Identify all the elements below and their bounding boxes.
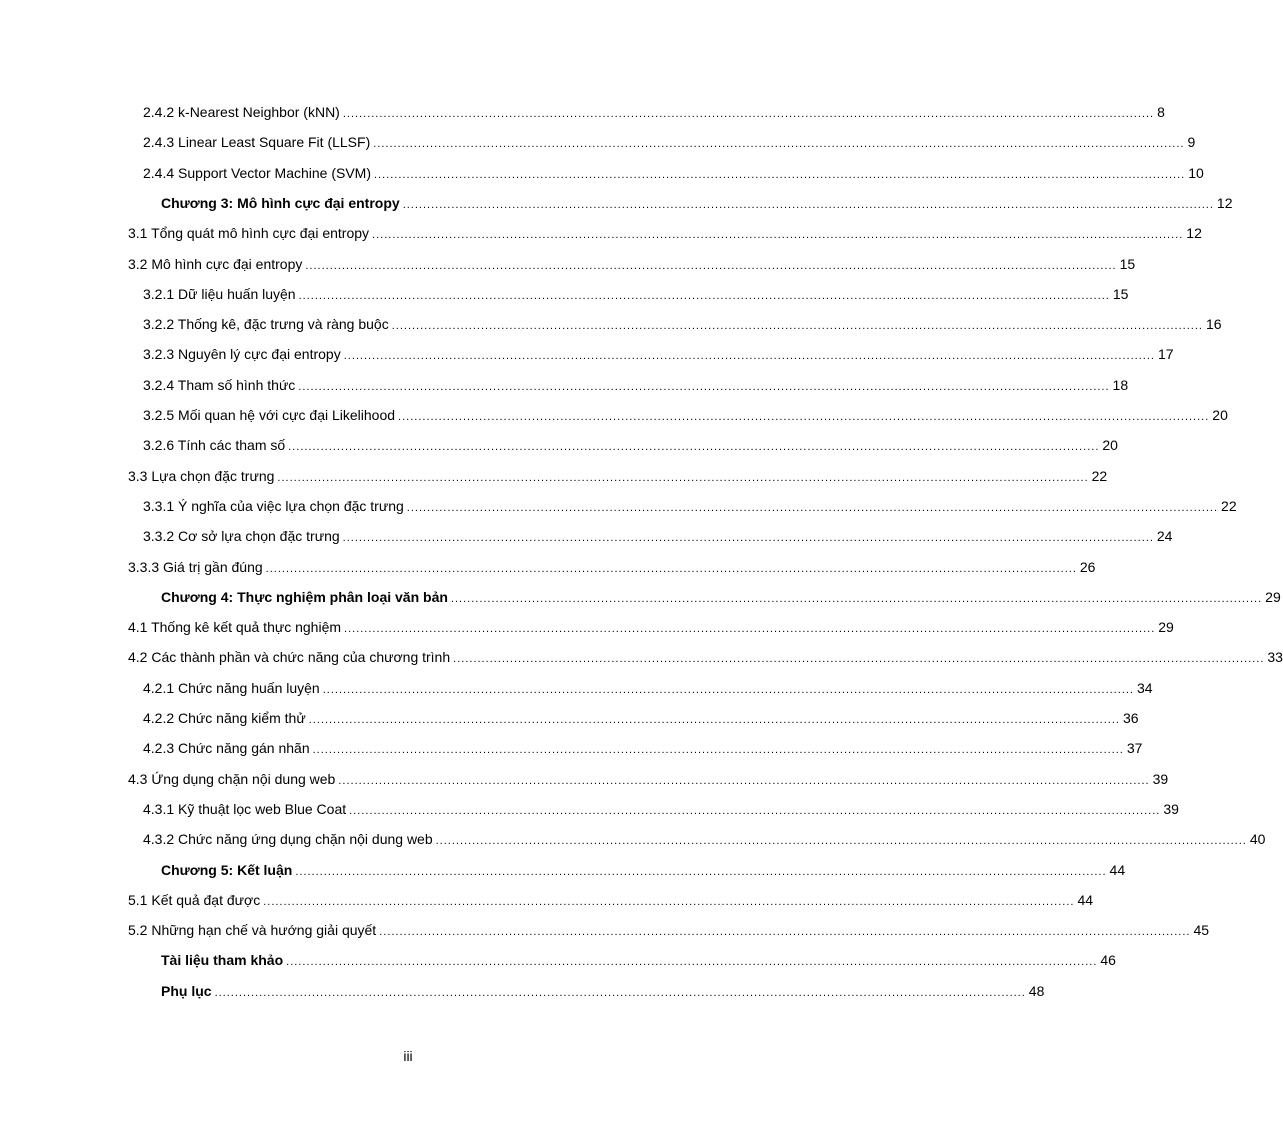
toc-entry-page: 46 — [1100, 952, 1116, 969]
toc-entry[interactable]: 4.2.3 Chức năng gán nhãn ........................................................................................................................................................................................................ 37 — [143, 740, 1143, 757]
toc-entry-label: Chương 3: Mô hình cực đại entropy — [161, 194, 400, 211]
toc-entry-label: 4.1 Thống kê kết quả thực nghiệm — [128, 619, 342, 636]
toc-entry[interactable]: 5.1 Kết quả đạt được ........................................................................................................................................................................................................ 44 — [128, 891, 1094, 908]
toc-entry[interactable]: 4.3 Ứng dụng chặn nội dung web ........................................................................................................................................................................................................ 39 — [128, 770, 1169, 787]
toc-entry-page: 44 — [1077, 891, 1094, 908]
page-number: iii — [403, 1048, 413, 1064]
toc-entry-page: 40 — [1249, 831, 1266, 848]
toc-entry-label: 4.2 Các thành phần và chức năng của chương trình — [128, 649, 451, 666]
toc-entry-label: Chương 5: Kết luận — [161, 861, 293, 878]
toc-entry-label: 3.2.4 Tham số hình thức — [143, 376, 296, 393]
toc-entry-page: 22 — [1091, 467, 1108, 484]
toc-entry-label: 2.4.3 Linear Least Square Fit (LLSF) — [143, 134, 371, 151]
toc-entry[interactable]: 3.2.6 Tính các tham số ........................................................................................................................................................................................................ 20 — [143, 437, 1118, 454]
toc-entry-page: 36 — [1122, 710, 1139, 726]
toc-chapter[interactable]: Chương 3: Mô hình cực đại entropy ........................................................................................................................................................................................................ 12 — [161, 194, 1233, 211]
toc-entry-label: Tài liệu tham khảo — [161, 952, 284, 969]
toc-entry-page: 29 — [1265, 588, 1281, 605]
toc-entry-page: 22 — [1221, 497, 1237, 514]
toc-entry[interactable]: 2.4.3 Linear Least Square Fit (LLSF) ........................................................................................................................................................................................................ 9 — [143, 134, 1196, 151]
toc-entry[interactable]: 4.2.1 Chức năng huấn luyện ........................................................................................................................................................................................................ 34 — [143, 679, 1153, 696]
toc-entry-page: 12 — [1186, 225, 1202, 242]
toc-entry[interactable]: 3.3.3 Giá trị gần đúng ........................................................................................................................................................................................................ 26 — [128, 558, 1096, 575]
toc-entry-label: 3.2 Mô hình cực đại entropy — [128, 255, 303, 272]
toc-entry-page: 45 — [1193, 922, 1210, 939]
toc-entry-label: Phụ lục — [161, 982, 212, 999]
toc-chapter[interactable]: Chương 4: Thực nghiệm phân loại văn bản ........................................................................................................................................................................................................ 29 — [161, 588, 1281, 605]
toc-entry-page: 39 — [1152, 770, 1169, 787]
toc-entry[interactable]: 4.3.2 Chức năng ứng dụng chặn nội dung web ........................................................................................................................................................................................................ 40 — [143, 831, 1266, 848]
toc-entry-label: 3.3.1 Ý nghĩa của việc lựa chọn đặc trưng — [143, 497, 404, 514]
toc-entry-label: 3.2.1 Dữ liệu huấn luyện — [143, 285, 296, 302]
toc-entry-page: 44 — [1109, 861, 1126, 878]
toc-entry-page: 10 — [1188, 164, 1204, 181]
toc-entry-label: 3.1 Tổng quát mô hình cực đại entropy — [128, 225, 370, 242]
toc-entry-label: 3.2.3 Nguyên lý cực đại entropy — [143, 346, 341, 363]
toc-entry-label: 2.4.2 k-Nearest Neighbor (kNN) — [143, 104, 340, 120]
toc-entry-page: 34 — [1136, 679, 1153, 696]
toc-entry-page: 48 — [1028, 982, 1045, 999]
toc-entry-page: 15 — [1112, 285, 1129, 302]
toc-entry[interactable]: 2.4.4 Support Vector Machine (SVM) ........................................................................................................................................................................................................ 10 — [143, 164, 1204, 181]
toc-entry-label: Chương 4: Thực nghiệm phân loại văn bản — [161, 588, 448, 605]
toc-entry[interactable]: 3.1 Tổng quát mô hình cực đại entropy ........................................................................................................................................................................................................ 12 — [128, 225, 1202, 242]
toc-entry[interactable]: 3.2.5 Mối quan hệ với cực đại Likelihood ........................................................................................................................................................................................................ 20 — [143, 407, 1228, 423]
toc-entry[interactable]: 5.2 Những hạn chế và hướng giải quyết ........................................................................................................................................................................................................ 45 — [128, 922, 1210, 939]
toc-chapter[interactable]: Chương 5: Kết luận ........................................................................................................................................................................................................ 44 — [161, 861, 1126, 878]
toc-entry[interactable]: 3.3 Lựa chọn đặc trưng ........................................................................................................................................................................................................ 22 — [128, 467, 1108, 484]
toc-entry-label: 4.2.3 Chức năng gán nhãn — [143, 740, 310, 757]
toc-entry-label: 3.3.2 Cơ sở lựa chọn đặc trưng — [143, 528, 340, 545]
toc-entry[interactable]: 3.3.2 Cơ sở lựa chọn đặc trưng ........................................................................................................................................................................................................ 24 — [143, 528, 1173, 545]
toc-entry-label: 4.3 Ứng dụng chặn nội dung web — [128, 770, 336, 787]
toc-entry-page: 12 — [1216, 194, 1233, 211]
toc-entry-page: 39 — [1163, 800, 1179, 817]
toc-entry-page: 16 — [1205, 316, 1222, 333]
toc-entry[interactable]: 4.2 Các thành phần và chức năng của chương trình ........................................................................................................................................................................................................ 33 — [128, 649, 1283, 666]
toc-entry-label: 3.3.3 Giá trị gần đúng — [128, 558, 263, 575]
toc-entry[interactable]: 4.3.1 Kỹ thuật lọc web Blue Coat ........................................................................................................................................................................................................ 39 — [143, 800, 1179, 817]
toc-chapter[interactable]: Phụ lục ........................................................................................................................................................................................................ 48 — [161, 982, 1045, 999]
toc-entry-label: 2.4.4 Support Vector Machine (SVM) — [143, 164, 371, 181]
toc-entry-label: 3.2.2 Thống kê, đặc trưng và ràng buộc — [143, 316, 389, 333]
toc-entry-page: 20 — [1102, 437, 1118, 454]
toc-entry-label: 3.3 Lựa chọn đặc trưng — [128, 467, 275, 484]
toc-entry-page: 33 — [1267, 649, 1283, 666]
toc-entry-label: 4.3.1 Kỹ thuật lọc web Blue Coat — [143, 800, 347, 817]
toc-entry[interactable]: 3.2.2 Thống kê, đặc trưng và ràng buộc ........................................................................................................................................................................................................ 16 — [143, 316, 1222, 333]
toc-entry[interactable]: 3.2 Mô hình cực đại entropy ........................................................................................................................................................................................................ 15 — [128, 255, 1136, 272]
toc-chapter[interactable]: Tài liệu tham khảo ........................................................................................................................................................................................................ 46 — [161, 952, 1116, 969]
toc-entry-label: 4.2.1 Chức năng huấn luyện — [143, 679, 320, 696]
toc-entry[interactable]: 3.2.1 Dữ liệu huấn luyện ........................................................................................................................................................................................................ 15 — [143, 285, 1129, 302]
toc-entry-page: 17 — [1157, 346, 1174, 363]
toc-entry[interactable]: 3.2.3 Nguyên lý cực đại entropy ........................................................................................................................................................................................................ 17 — [143, 346, 1174, 363]
toc-entry-page: 20 — [1212, 407, 1228, 423]
toc-entry-label: 5.2 Những hạn chế và hướng giải quyết — [128, 922, 377, 939]
toc-entry-label: 3.2.5 Mối quan hệ với cực đại Likelihood — [143, 407, 396, 423]
toc-entry-page: 24 — [1156, 528, 1173, 545]
toc-entry-page: 29 — [1158, 619, 1174, 636]
toc-entry-page: 9 — [1187, 134, 1196, 151]
toc-entry[interactable]: 3.3.1 Ý nghĩa của việc lựa chọn đặc trưng ........................................................................................................................................................................................................ 22 — [143, 497, 1237, 514]
toc-entry[interactable]: 4.1 Thống kê kết quả thực nghiệm ........................................................................................................................................................................................................ 29 — [128, 619, 1174, 636]
toc-entry-page: 18 — [1112, 376, 1129, 393]
toc-entry-page: 26 — [1079, 558, 1096, 575]
toc-entry-page: 15 — [1119, 255, 1136, 272]
toc-entry-label: 4.3.2 Chức năng ứng dụng chặn nội dung web — [143, 831, 433, 848]
toc-entry[interactable]: 3.2.4 Tham số hình thức ........................................................................................................................................................................................................ 18 — [143, 376, 1129, 393]
toc-entry-label: 5.1 Kết quả đạt được — [128, 891, 261, 908]
toc-entry-page: 8 — [1157, 104, 1165, 120]
toc-entry-label: 3.2.6 Tính các tham số — [143, 437, 286, 454]
toc-entry-label: 4.2.2 Chức năng kiểm thử — [143, 710, 306, 726]
toc-entry[interactable]: 2.4.2 k-Nearest Neighbor (kNN) ........................................................................................................................................................................................................ 8 — [143, 104, 1165, 120]
toc-entry[interactable]: 4.2.2 Chức năng kiểm thử ........................................................................................................................................................................................................ 36 — [143, 710, 1139, 726]
toc-entry-page: 37 — [1126, 740, 1143, 757]
